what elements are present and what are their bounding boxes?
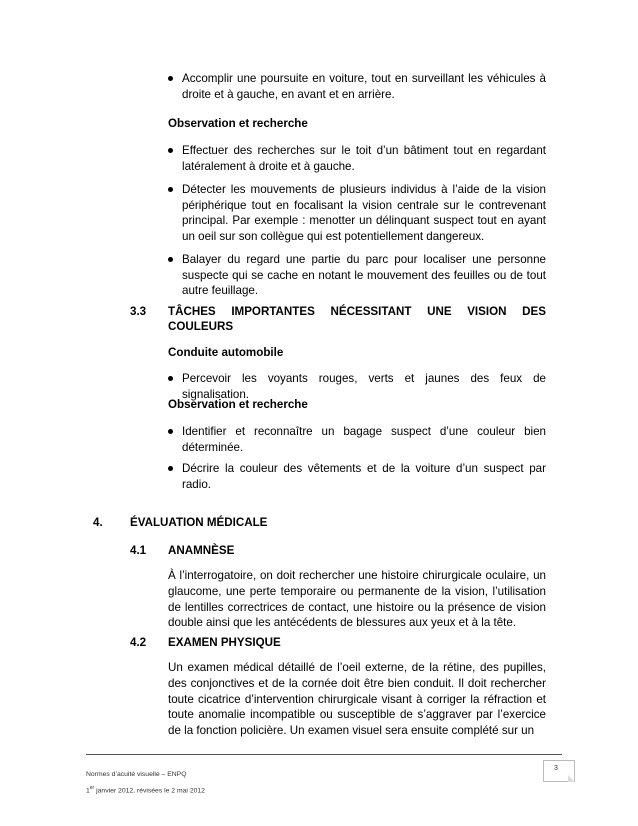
section-number: 3.3 bbox=[130, 305, 147, 318]
bullet-icon bbox=[168, 376, 173, 381]
section-number: 4.1 bbox=[130, 544, 147, 557]
section-number: 4. bbox=[93, 516, 103, 529]
footer-date-sup: er bbox=[89, 785, 95, 791]
section-title-cont: COULEURS bbox=[168, 320, 234, 333]
footer-date-rest: janvier 2012, révisées le 2 mai 2012 bbox=[94, 787, 205, 795]
list-item bbox=[168, 461, 546, 492]
list-item-text: Identifier et reconnaître un bagage suspect d’une couleur bien déterminée. bbox=[182, 425, 546, 454]
list-item bbox=[168, 182, 546, 244]
list-item-text: Détecter les mouvements de plusieurs individus à l’aide de la vision périphérique tout en focalisant la vision centrale sur le contrevenant principal. Par exemple : menotter un délinquant suspect tout en ayant un oeil sur son collègue qui est potentiellement dangereux. bbox=[182, 183, 546, 243]
list-item-text: Effectuer des recherches sur le toit d’un bâtiment tout en regardant latéralement à droite et à gauche. bbox=[182, 144, 546, 173]
page-fold-icon bbox=[568, 775, 575, 782]
paragraph: Un examen médical détaillé de l’oeil externe, de la rétine, des pupilles, des conjonctives et de la cornée doit être bien conduit. Il doit rechercher toute cicatrice d’intervention chirurgicale visant à corriger la réfraction et toute anomalie incompatible ou susceptible de s’aggraver par l’exercice de la fonction policière. Un examen visuel sera ensuite complété sur un bbox=[168, 661, 546, 738]
footer-date bbox=[86, 785, 205, 794]
paragraph: À l’interrogatoire, on doit rechercher une histoire chirurgicale oculaire, un glaucome, une perte temporaire ou permanente de la vision, l’utilisation de lentilles correctrices de contact, une histoire ou la présence de vision double ainsi que les antécédents de blessures aux yeux et à la tête. bbox=[168, 569, 546, 630]
footer-divider bbox=[86, 754, 562, 755]
bullet-icon bbox=[168, 187, 173, 192]
section-title: TÂCHES IMPORTANTES NÉCESSITANT UNE VISION DES bbox=[168, 305, 546, 318]
section-title: EXAMEN PHYSIQUE bbox=[168, 636, 281, 649]
section-title: ANAMNÈSE bbox=[168, 544, 235, 557]
list-item-text: Balayer du regard une partie du parc pour localiser une personne suspecte qui se cache en notant le mouvement des feuilles ou de tout autre feuillage. bbox=[182, 253, 546, 297]
page-number: 3 bbox=[554, 765, 558, 772]
bullet-icon bbox=[168, 466, 173, 471]
list-item bbox=[168, 143, 546, 174]
bullet-icon bbox=[168, 76, 173, 81]
footer-date-day: 1 bbox=[86, 787, 90, 795]
bullet-icon bbox=[168, 257, 173, 262]
section-title: ÉVALUATION MÉDICALE bbox=[130, 516, 268, 529]
bullet-icon bbox=[168, 429, 173, 434]
list-item-text: Accomplir une poursuite en voiture, tout en surveillant les véhicules à droite et à gauche, en avant et en arrière. bbox=[182, 72, 546, 101]
section-number: 4.2 bbox=[130, 636, 147, 649]
list-item bbox=[168, 424, 546, 455]
list-item-text: Percevoir les voyants rouges, verts et jaunes des feux de signalisation. bbox=[182, 372, 546, 401]
list-item-text: Décrire la couleur des vêtements et de la voiture d’un suspect par radio. bbox=[182, 462, 546, 491]
bullet-icon bbox=[168, 148, 173, 153]
footer-title: Normes d’acuité visuelle – ENPQ bbox=[86, 771, 187, 778]
subheading-observation: Observation et recherche bbox=[168, 117, 308, 130]
subheading-conduite: Conduite automobile bbox=[168, 346, 284, 359]
list-item bbox=[168, 71, 546, 102]
list-item bbox=[168, 252, 546, 299]
subheading-observation: Observation et recherche bbox=[168, 398, 308, 411]
page-number-box bbox=[543, 760, 575, 782]
